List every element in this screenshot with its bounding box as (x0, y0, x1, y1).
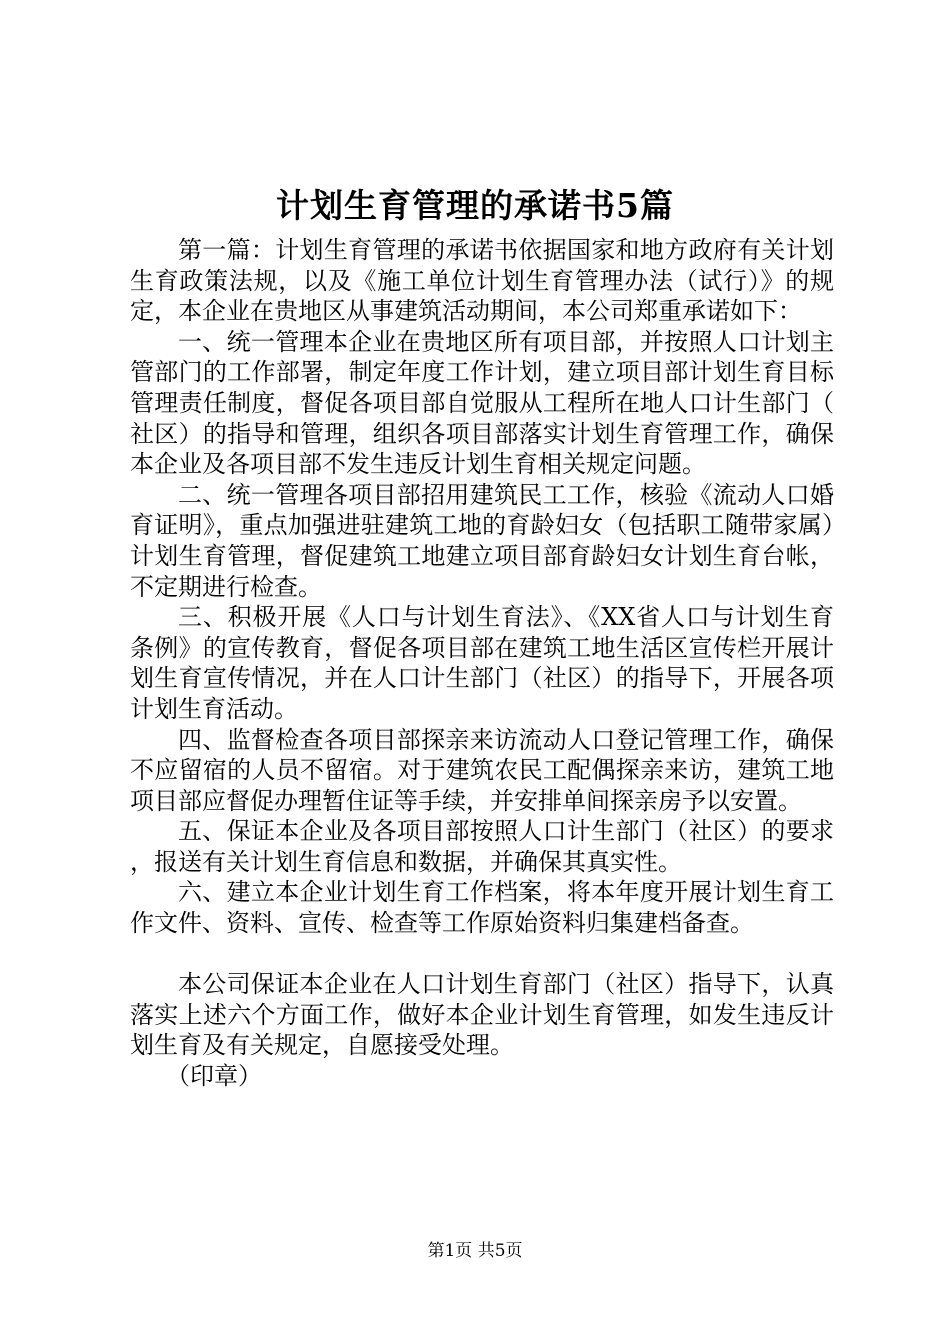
page-footer: 第1页 共5页 (427, 1241, 523, 1261)
seal-placeholder: （印章） (166, 1062, 262, 1091)
paragraph-spacer (130, 939, 834, 970)
intro-paragraph: 第一篇：计划生育管理的承诺书依据国家和地方政府有关计划生育政策法规，以及《施工单位计划生育管理办法（试行）》的规定，本企业在贵地区从事建筑活动期间，本公司郑重承诺如下： (130, 236, 834, 326)
document-body (130, 235, 834, 1092)
clause-4-paragraph: 四、监督检查各项目部探亲来访流动人口登记管理工作，确保不应留宿的人员不留宿。对于建筑农民工配偶探亲来访，建筑工地项目部应督促办理暂住证等手续，并安排单间探亲房予以安置。 (130, 725, 834, 815)
clause-6-paragraph: 六、建立本企业计划生育工作档案，将本年度开展计划生育工作文件、资料、宣传、检查等工作原始资料归集建档备查。 (130, 878, 834, 938)
document-title: 计划生育管理的承诺书5篇 (276, 186, 674, 225)
clause-1-paragraph: 一、统一管理本企业在贵地区所有项目部，并按照人口计划主管部门的工作部署，制定年度工作计划，建立项目部计划生育目标管理责任制度，督促各项目部自觉服从工程所在地人口计生部门（社区）的指导和管理，组织各项目部落实计划生育管理工作，确保本企业及各项目部不发生违反计划生育相关规定问题。 (130, 327, 834, 479)
clause-5-paragraph: 五、保证本企业及各项目部按照人口计生部门（社区）的要求，报送有关计划生育信息和数据，并确保其真实性。 (130, 817, 834, 876)
closing-paragraph: 本公司保证本企业在人口计划生育部门（社区）指导下，认真落实上述六个方面工作，做好本企业计划生育管理，如发生违反计划生育及有关规定，自愿接受处理。 (130, 970, 834, 1060)
clause-2-paragraph: 二、统一管理各项目部招用建筑民工工作，核验《流动人口婚育证明》，重点加强进驻建筑工地的育龄妇女（包括职工随带家属）计划生育管理，督促建筑工地建立项目部育龄妇女计划生育台帐，不定期进行检查。 (130, 480, 834, 601)
clause-3-paragraph: 三、积极开展《人口与计划生育法》、《XX省人口与计划生育条例》的宣传教育，督促各项目部在建筑工地生活区宣传栏开展计划生育宣传情况，并在人口计生部门（社区）的指导下，开展各项计划生育活动。 (130, 603, 834, 723)
